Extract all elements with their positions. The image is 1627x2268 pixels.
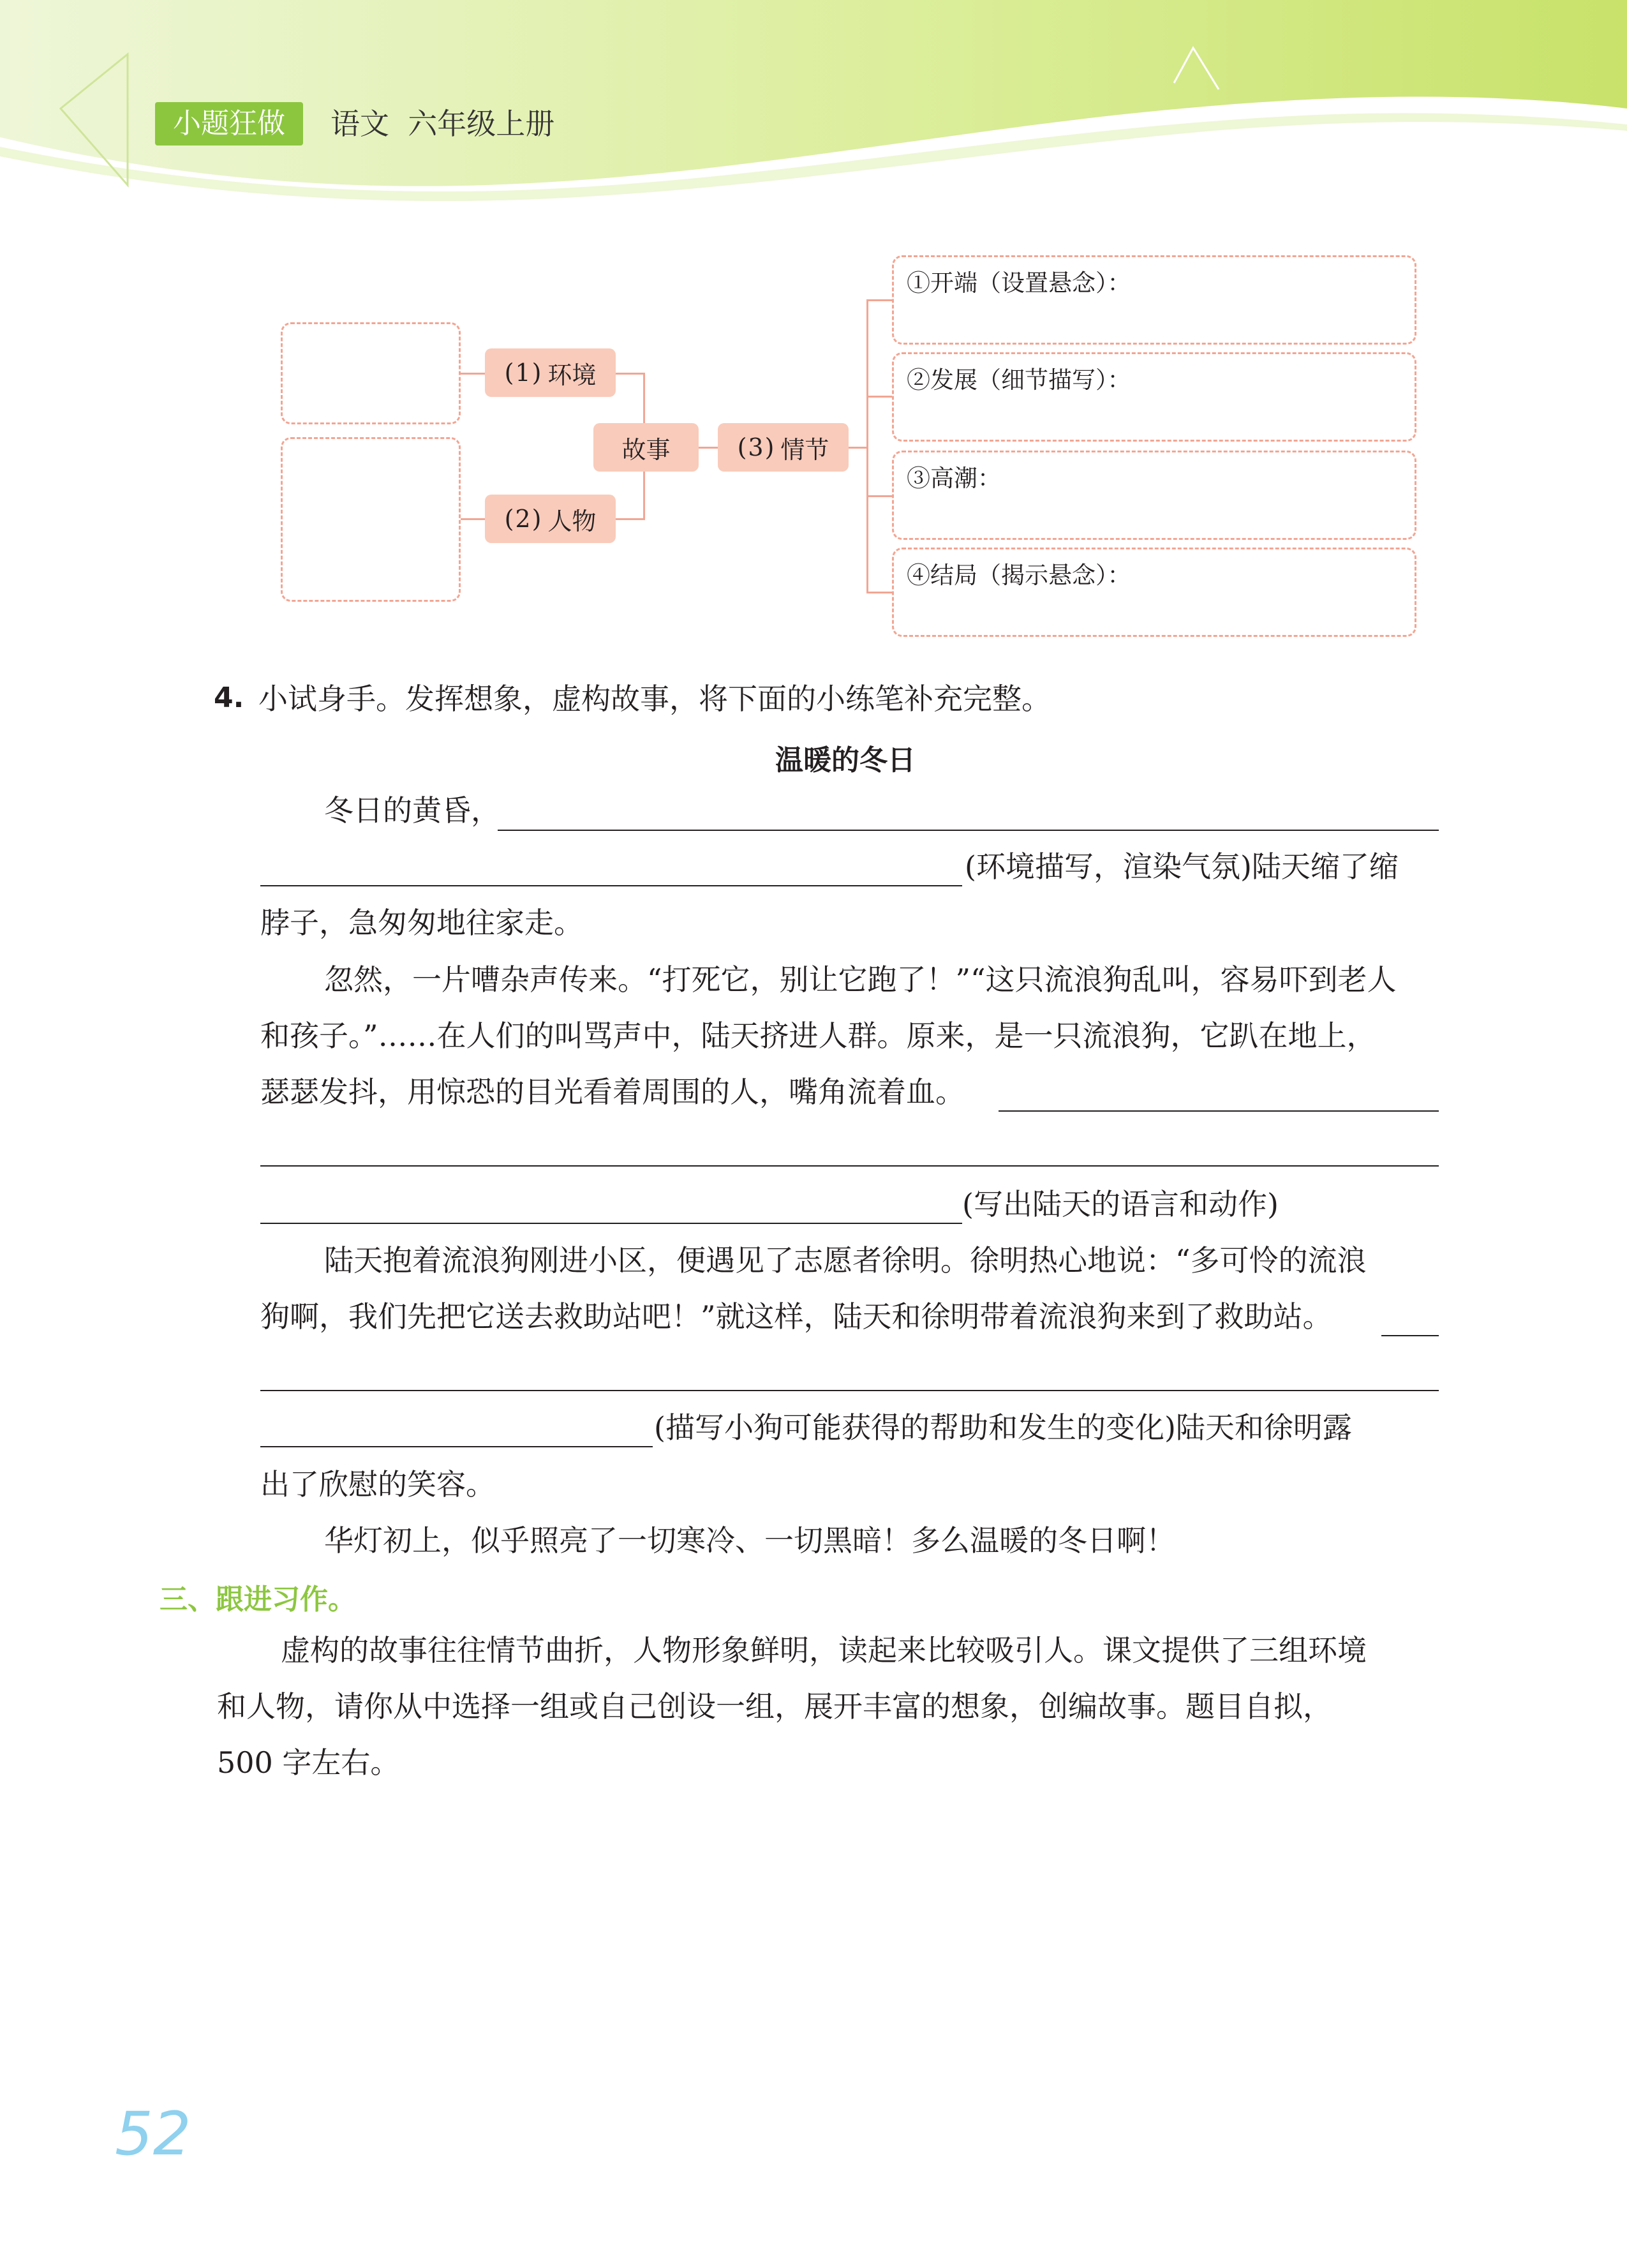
connector-line (461, 373, 485, 375)
connector-line (849, 447, 868, 449)
story-center-node (593, 423, 699, 472)
environment-node (485, 348, 616, 397)
characters-node-number: (2) (504, 505, 543, 533)
page-number: 52 (115, 2100, 191, 2169)
connector-line (461, 518, 485, 520)
fill-blank-line[interactable] (999, 1110, 1439, 1112)
story-title: 温暖的冬日 (775, 744, 916, 777)
question-number: 4. (214, 682, 244, 714)
story-text: 冬日的黄昏， (324, 793, 500, 828)
story-text: 陆天抱着流浪狗刚进小区，便遇见了志愿者徐明。徐明热心地说：“多可怜的流浪 (324, 1243, 1367, 1278)
fill-blank-line[interactable] (260, 1446, 653, 1447)
plot-slot-climax[interactable] (892, 451, 1416, 540)
connector-line (866, 495, 892, 497)
connector-line (866, 299, 892, 301)
fill-blank-line[interactable] (498, 830, 1439, 831)
series-badge: 小题狂做 (155, 102, 303, 145)
environment-node-label: 环境 (547, 361, 597, 389)
plot-slot-opening[interactable] (892, 255, 1416, 345)
story-text: 脖子，急匆匆地往家走。 (260, 906, 583, 940)
environment-answer-box[interactable] (281, 322, 461, 424)
plot-slot-development[interactable] (892, 352, 1416, 442)
connector-line (866, 396, 892, 398)
question-prompt: 小试身手。发挥想象，虚构故事，将下面的小练笔补充完整。 (258, 682, 1051, 716)
writing-hint: (写出陆天的语言和动作) (962, 1187, 1279, 1221)
writing-hint: (描写小狗可能获得的帮助和发生的变化)陆天和徐明露 (654, 1410, 1352, 1445)
plot-node-label: 情节 (780, 435, 829, 464)
story-text: 出了欣慰的笑容。 (260, 1467, 495, 1502)
plot-node (718, 423, 849, 472)
fill-blank-line[interactable] (260, 885, 962, 886)
section-heading: 三、跟进习作。 (160, 1583, 356, 1616)
section-instructions: 和人物，请你从中选择一组或自己创设一组，展开丰富的想象，创编故事。题目自拟， (217, 1689, 1332, 1724)
characters-node-label: 人物 (547, 507, 597, 535)
connector-line (699, 447, 718, 449)
story-text: 狗啊，我们先把它送去救助站吧！”就这样，陆天和徐明带着流浪狗来到了救助站。 (260, 1299, 1332, 1334)
fill-blank-line[interactable] (1381, 1335, 1439, 1336)
connector-line (866, 592, 892, 593)
connector-line (616, 518, 644, 520)
story-text: 忽然，一片嘈杂声传来。“打死它，别让它跑了！”“这只流浪狗乱叫，容易吓到老人 (324, 962, 1397, 997)
section-instructions: 虚构的故事往往情节曲折，人物形象鲜明，读起来比较吸引人。课文提供了三组环境 (281, 1633, 1367, 1667)
story-text: 和孩子。”……在人们的叫骂声中，陆天挤进人群。原来，是一只流浪狗，它趴在地上， (260, 1018, 1376, 1053)
header-subject: 语文 六年级上册 (331, 107, 555, 141)
writing-hint: (环境描写，渲染气氛)陆天缩了缩 (965, 849, 1399, 884)
plot-node-number: (3) (737, 433, 776, 461)
plot-slot-ending[interactable] (892, 548, 1416, 637)
fill-blank-line[interactable] (260, 1390, 1439, 1391)
plot-slot-label: ②发展（细节描写）： (907, 366, 1131, 394)
story-text: 华灯初上，似乎照亮了一切寒冷、一切黑暗！多么温暖的冬日啊！ (324, 1523, 1175, 1558)
connector-line (616, 373, 644, 375)
plot-slot-label: ④结局（揭示悬念）： (907, 562, 1131, 589)
plot-slot-label: ①开端（设置悬念）： (907, 269, 1131, 297)
characters-answer-box[interactable] (281, 437, 461, 602)
story-text: 瑟瑟发抖，用惊恐的目光看着周围的人，嘴角流着血。 (260, 1075, 965, 1109)
environment-node-number: (1) (504, 359, 543, 387)
fill-blank-line[interactable] (260, 1165, 1439, 1167)
fill-blank-line[interactable] (260, 1223, 962, 1224)
story-center-label: 故事 (621, 435, 671, 464)
section-instructions: 500 字左右。 (217, 1745, 400, 1780)
connector-line (866, 299, 868, 593)
plot-slot-label: ③高潮： (907, 465, 1001, 492)
characters-node (485, 495, 616, 543)
